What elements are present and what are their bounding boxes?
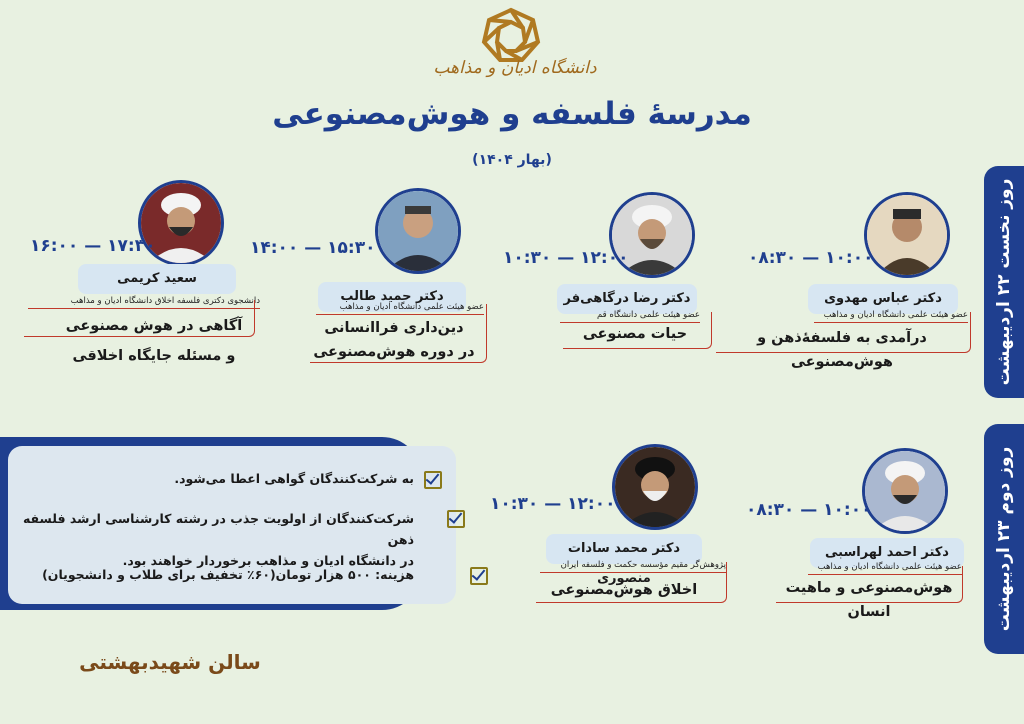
speaker-name: سعید کریمی: [78, 264, 236, 294]
checkbox-icon: [424, 471, 442, 489]
day-label-first: روز نخست ۲۲ اردیبهشت: [994, 178, 1014, 386]
info-priority-line1: شرکت‌کنندگان از اولویت جذب در رشته کارشناسی ارشد فلسفه ذهن: [22, 511, 414, 547]
speaker-name: دکتر عباس مهدوی: [808, 284, 958, 314]
page-title: مدرسۀ فلسفه و هوش‌مصنوعی: [272, 96, 752, 132]
session-topic: حیات مصنوعی: [582, 326, 688, 342]
speaker-photo: [862, 448, 948, 534]
checkbox-icon: [470, 567, 488, 585]
session-topic-line1: دین‌داری فراانسانی: [324, 320, 464, 336]
speaker-name: دکتر محمد سادات منصوری: [546, 534, 702, 564]
speaker-affiliation: عضو هیئت علمی دانشگاه قم: [560, 310, 700, 323]
page-subtitle: (بهار ۱۴۰۴): [472, 152, 552, 168]
session-topic: هوش‌مصنوعی و ماهیت انسان: [785, 580, 953, 620]
day-tab-second: [984, 424, 1024, 654]
speaker-photo: [864, 192, 950, 278]
session-time: ۰۸:۳۰ — ۱۰:۰۰: [746, 500, 872, 520]
info-certificate: [18, 468, 414, 489]
speaker-name: دکتر احمد لهراسبی: [810, 538, 964, 568]
session-topic: اخلاق هوش‌مصنوعی: [550, 582, 698, 598]
session-topic-line2: در دوره هوش‌مصنوعی: [313, 344, 475, 360]
info-priority-line2: در دانشگاه ادیان و مذاهب برخوردار خواهند بود.: [122, 553, 414, 568]
session-topic: درآمدی به فلسفۀذهن و هوش‌مصنوعی: [757, 330, 927, 370]
session-time: ۱۰:۳۰ — ۱۲:۰۰: [503, 248, 629, 268]
checkbox-icon: [447, 510, 465, 528]
info-fee: [18, 564, 414, 585]
session-topic-line1: آگاهی در هوش مصنوعی: [65, 318, 243, 334]
speaker-affiliation: دانشجوی دکتری فلسفه اخلاق دانشگاه ادیان و مذاهب: [28, 296, 260, 309]
session-time: ۱۰:۳۰ — ۱۲:۰۰: [490, 494, 616, 514]
session-time: ۱۶:۰۰ — ۱۷:۳۰: [30, 236, 156, 256]
speaker-affiliation: عضو هیئت علمی دانشگاه ادیان و مذاهب: [808, 562, 962, 575]
speaker-affiliation: پژوهش‌گر مقیم مؤسسه حکمت و فلسفه ایران: [540, 560, 726, 573]
session-topic-line2: و مسئله جایگاه اخلاقی: [72, 348, 236, 364]
day-tab-first: [984, 166, 1024, 398]
day-label-second: روز دوم ۲۳ اردیبهشت: [994, 446, 1014, 632]
info-certificate-text: به شرکت‌کنندگان گواهی اعطا می‌شود.: [174, 471, 414, 486]
speaker-photo: [612, 444, 698, 530]
speaker-name: دکتر حمید طالب: [318, 282, 466, 312]
speaker-affiliation: عضو هیئت علمی دانشگاه ادیان و مذاهب: [814, 310, 968, 323]
session-time: ۱۴:۰۰ — ۱۵:۳۰: [250, 238, 376, 258]
speaker-affiliation: عضو هیئت علمی دانشگاه ادیان و مذاهب: [316, 302, 484, 315]
university-logo: [478, 6, 544, 64]
info-priority: [18, 508, 414, 571]
info-fee-text: هزینه: ۵۰۰ هزار تومان(۶۰٪ تخفیف برای طلاب و دانشجویان): [42, 567, 414, 582]
venue-name: سالن شهیدبهشتی: [79, 650, 261, 674]
speaker-photo: [375, 188, 461, 274]
session-time: ۰۸:۳۰ — ۱۰:۰۰: [748, 248, 874, 268]
speaker-name: دکتر رضا درگاهی‌فر: [557, 284, 697, 314]
university-name: دانشگاه ادیان و مذاهب: [433, 58, 597, 78]
